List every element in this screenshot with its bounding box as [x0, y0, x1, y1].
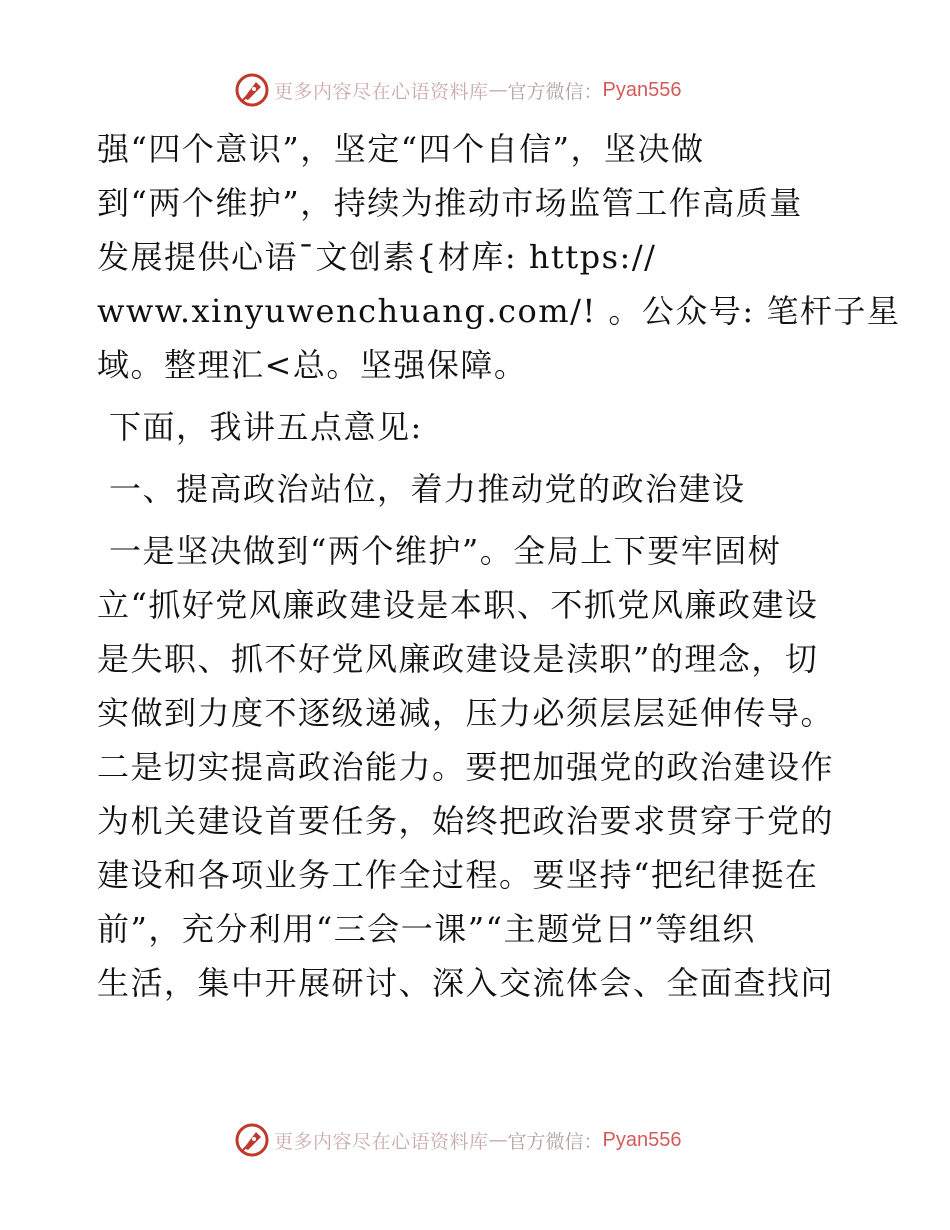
document-body — [97, 122, 901, 1010]
text-line: 发展提供心语¯文创素{材库: https:// — [97, 238, 657, 276]
text-line: 强“四个意识”，坚定“四个自信”，坚决做 — [97, 130, 705, 168]
text-line: 实做到力度不逐级递减，压力必须层层延伸传导。 — [97, 694, 835, 732]
text-line: 域。整理汇<总。坚强保障。 — [97, 346, 528, 384]
text-line: www.xinyuwenchuang.com/! 。公众号: 笔杆子星 — [97, 292, 901, 330]
text-line: 二是切实提高政治能力。要把加强党的政治建设作 — [97, 748, 835, 786]
watermark-wechat-label: 官方微信： — [507, 80, 603, 103]
text-line: 生活，集中开展研讨、深入交流体会、全面查找问 — [97, 964, 835, 1002]
watermark-banner-top — [234, 70, 682, 110]
text-line: 为机关建设首要任务，始终把政治要求贯穿于党的 — [97, 802, 835, 840]
paragraph-1 — [97, 122, 901, 392]
watermark-site-text: 更多内容尽在心语资料库 — [274, 1130, 489, 1153]
watermark-banner-bottom — [234, 1120, 682, 1160]
paragraph-2 — [97, 524, 857, 1010]
text-line: 立“抓好党风廉政建设是本职、不抓党风廉政建设 — [97, 586, 819, 624]
watermark-separator: — — [488, 1129, 508, 1151]
section-heading: 一、提高政治站位，着力推动党的政治建设 — [109, 470, 746, 508]
intro-line: 下面，我讲五点意见: — [109, 408, 423, 446]
watermark-site-text: 更多内容尽在心语资料库 — [274, 80, 489, 103]
text-line: 是失职、抓不好党风廉政建设是渎职”的理念，切 — [97, 640, 819, 678]
text-line: 一是坚决做到“两个维护”。全局上下要牢固树 — [109, 532, 782, 570]
text-line: 到“两个维护”，持续为推动市场监管工作高质量 — [97, 184, 803, 222]
watermark-wechat-id: Pyan556 — [602, 1128, 682, 1151]
pen-nib-logo-icon — [234, 72, 270, 108]
pen-nib-logo-icon — [234, 1122, 270, 1158]
text-line: 建设和各项业务工作全过程。要坚持“把纪律挺在 — [97, 856, 819, 894]
watermark-wechat-label: 官方微信： — [507, 1130, 603, 1153]
text-line: 前”，充分利用“三会一课”“主题党日”等组织 — [97, 910, 756, 948]
watermark-wechat-id: Pyan556 — [602, 78, 682, 101]
watermark-separator: — — [488, 79, 508, 101]
